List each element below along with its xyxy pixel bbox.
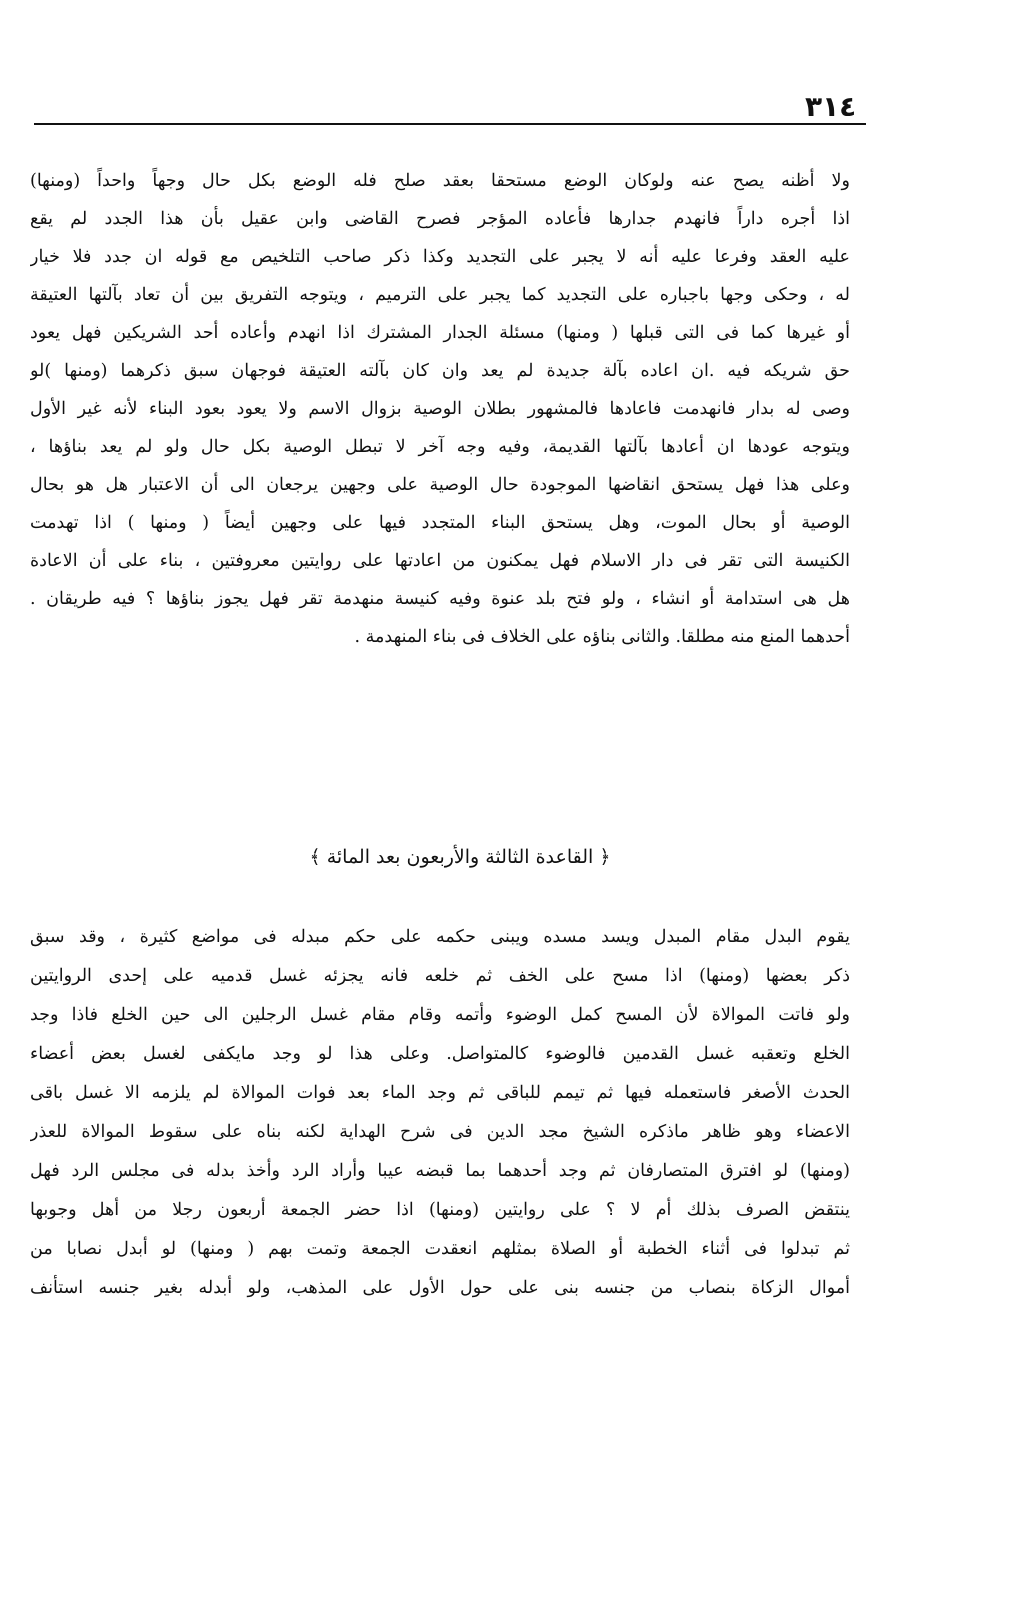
text-line: الاعضاء وهو ظاهر ماذكره الشيخ مجد الدين فى شرح الهداية لكنه بناه على سقوط الموالاة للعذر	[30, 1122, 850, 1142]
text-line: ولو فاتت الموالاة لأن المسح كمل الوضوء وأتمه وقام مقام غسل الرجلين الى حين الخلع فاذا وجد	[30, 1005, 850, 1025]
text-line: وعلى هذا فهل يستحق انقاضها الموجودة حال الوصية على وجهين يرجعان الى أن الاعتبار هل هو بحال	[30, 475, 850, 495]
text-line: عليه العقد وفرعا عليه أنه لا يجبر على التجديد وكذا ذكر صاحب التلخيص مع قوله ان جدد فلا خيار	[30, 247, 850, 267]
text-line: يقوم البدل مقام المبدل ويسد مسده ويبنى حكمه على حكم مبدله فى مواضع كثيرة ، وقد سبق	[30, 927, 850, 947]
text-line: أو غيرها كما فى التى قبلها ( ومنها) مسئلة الجدار المشترك اذا انهدم وأعاده أحد الشريكين فهل يعود	[30, 323, 850, 343]
text-line: (ومنها) لو افترق المتصارفان ثم وجد أحدهما بما قبضه عيبا وأراد الرد وأخذ بدله فى مجلس الرد فهل	[30, 1161, 850, 1181]
text-line: أحدهما المنع منه مطلقا. والثانى بناؤه على الخلاف فى بناء المنهدمة .	[354, 627, 850, 647]
text-line: ينتقض الصرف بذلك أم لا ؟ على روايتين (ومنها) اذا حضر الجمعة أربعون رجلا من أهل وجوبها	[30, 1200, 850, 1220]
header-rule	[34, 123, 866, 125]
text-line: وصى له بدار فانهدمت فاعادها فالمشهور بطلان الوصية بزوال الاسم ولا يعود بعود البناء لأنه غير الأول	[30, 399, 850, 419]
paragraph-1	[30, 162, 850, 656]
text-line: الخلع وتعقبه غسل القدمين فالوضوء كالمتواصل. وعلى هذا لو وجد مايكفى لغسل بعض أعضاء	[30, 1044, 850, 1064]
text-line: الوصية أو بحال الموت، وهل يستحق البناء المتجدد فيها على وجهين أيضاً ( ومنها ) اذا تهدمت	[30, 513, 850, 533]
text-line: ولا أظنه يصح عنه ولوكان الوضع مستحقا بعقد صلح فله الوضع بكل حال وجهاً واحداً (ومنها)	[30, 171, 850, 191]
section-heading: ﴿ القاعدة الثالثة والأربعون بعد المائة ﴾	[309, 846, 611, 868]
text-line: ثم تبدلوا فى أثناء الخطبة أو الصلاة بمثلهم انعقدت الجمعة وتمت بهم ( ومنها) لو أبدل نصابا من	[30, 1239, 850, 1259]
text-line: هل هى استدامة أو انشاء ، ولو فتح بلد عنوة وفيه كنيسة منهدمة تقر فهل يجوز بناؤها ؟ فيه طريقان .	[30, 589, 850, 609]
paragraph-2	[30, 918, 850, 1308]
text-line: حق شريكه فيه .ان اعاده بآلة جديدة لم يعد وان كان بآلته العتيقة فوجهان سبق ذكرهما (ومنها )لو	[30, 361, 850, 381]
text-line: أموال الزكاة بنصاب من جنسه بنى على حول الأول على المذهب، ولو أبدله بغير جنسه استأنف	[30, 1278, 850, 1298]
text-line: ويتوجه عودها ان أعادها بآلتها القديمة، وفيه وجه آخر لا تبطل الوصية بكل حال ولو لم يعد بناؤها ،	[30, 437, 850, 457]
text-line: له ، وحكى وجها باجباره على التجديد كما يجبر على الترميم ، ويتوجه التفريق بين أن تعاد بآلتها العتيقة	[30, 285, 850, 305]
text-line: الحدث الأصغر فاستعمله فيها ثم تيمم للباقى ثم وجد الماء بعد فوات الموالاة لم يلزمه الا غسل باقى	[30, 1083, 850, 1103]
text-line: اذا أجره داراً فانهدم جدارها فأعاده المؤجر فصرح القاضى وابن عقيل بأن هذا الجدد لم يقع	[30, 209, 850, 229]
page-number: ٣١٤	[805, 90, 857, 123]
text-line: ذكر بعضها (ومنها) اذا مسح على الخف ثم خلعه فانه يجزئه غسل قدميه على إحدى الروايتين	[30, 966, 850, 986]
text-line: الكنيسة التى تقر فى دار الاسلام فهل يمكنون من اعادتها على روايتين معروفتين ، بناء على أن الاعادة	[30, 551, 850, 571]
